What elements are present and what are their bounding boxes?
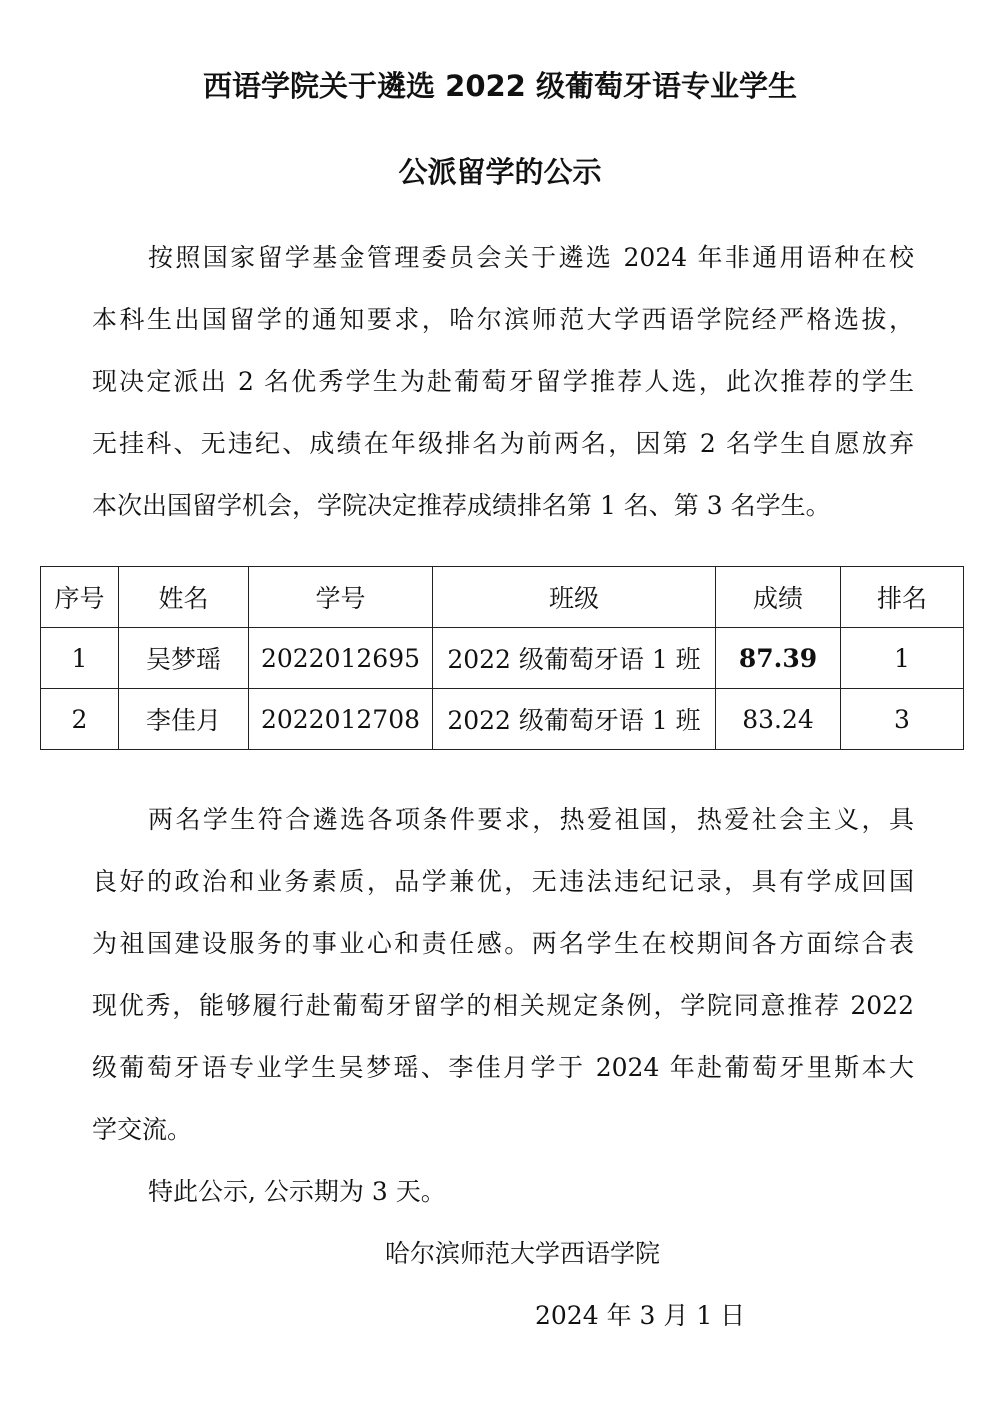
text-line: 现优秀，能够履行赴葡萄牙留学的相关规定条例，学院同意推荐 2022 bbox=[92, 991, 914, 1020]
cell-student-id: 2022012708 bbox=[249, 689, 433, 750]
text-line: 按照国家留学基金管理委员会关于遴选 2024 年非通用语种在校 bbox=[148, 243, 914, 272]
text-line: 良好的政治和业务素质，品学兼优，无违法违纪记录，具有学成回国 bbox=[92, 867, 914, 896]
header-class: 班级 bbox=[433, 567, 716, 628]
cell-rank: 3 bbox=[841, 689, 964, 750]
header-score: 成绩 bbox=[716, 567, 841, 628]
title-line-1: 西语学院关于遴选 2022 级葡萄牙语专业学生 bbox=[203, 69, 797, 103]
table-header-row bbox=[41, 567, 964, 628]
cell-name: 李佳月 bbox=[119, 689, 249, 750]
header-student-id: 学号 bbox=[249, 567, 433, 628]
cell-index: 1 bbox=[41, 628, 119, 689]
text-line: 级葡萄牙语专业学生吴梦瑶、李佳月学于 2024 年赴葡萄牙里斯本大 bbox=[92, 1053, 914, 1082]
cell-name: 吴梦瑶 bbox=[119, 628, 249, 689]
title-line-2: 公派留学的公示 bbox=[398, 155, 602, 189]
table-row bbox=[41, 689, 964, 750]
header-index: 序号 bbox=[41, 567, 119, 628]
table-row bbox=[41, 628, 964, 689]
text-line: 两名学生符合遴选各项条件要求，热爱祖国，热爱社会主义，具 bbox=[148, 805, 914, 834]
cell-score: 87.39 bbox=[716, 628, 841, 689]
signature: 哈尔滨师范大学西语学院 bbox=[385, 1239, 661, 1268]
notice-text: 特此公示, 公示期为 3 天。 bbox=[148, 1177, 446, 1206]
cell-class: 2022 级葡萄牙语 1 班 bbox=[433, 689, 716, 750]
cell-student-id: 2022012695 bbox=[249, 628, 433, 689]
student-table bbox=[40, 566, 964, 750]
cell-rank: 1 bbox=[841, 628, 964, 689]
cell-score: 83.24 bbox=[716, 689, 841, 750]
text-line: 为祖国建设服务的事业心和责任感。两名学生在校期间各方面综合表 bbox=[92, 929, 914, 958]
text-line: 本次出国留学机会，学院决定推荐成绩排名第 1 名、第 3 名学生。 bbox=[92, 491, 831, 520]
text-line: 学交流。 bbox=[92, 1115, 193, 1144]
cell-class: 2022 级葡萄牙语 1 班 bbox=[433, 628, 716, 689]
header-rank: 排名 bbox=[841, 567, 964, 628]
header-name: 姓名 bbox=[119, 567, 249, 628]
date: 2024 年 3 月 1 日 bbox=[535, 1301, 746, 1330]
text-line: 现决定派出 2 名优秀学生为赴葡萄牙留学推荐人选，此次推荐的学生 bbox=[92, 367, 914, 396]
text-line: 无挂科、无违纪、成绩在年级排名为前两名，因第 2 名学生自愿放弃 bbox=[92, 429, 914, 458]
text-line: 本科生出国留学的通知要求，哈尔滨师范大学西语学院经严格选拔， bbox=[92, 305, 914, 334]
cell-index: 2 bbox=[41, 689, 119, 750]
